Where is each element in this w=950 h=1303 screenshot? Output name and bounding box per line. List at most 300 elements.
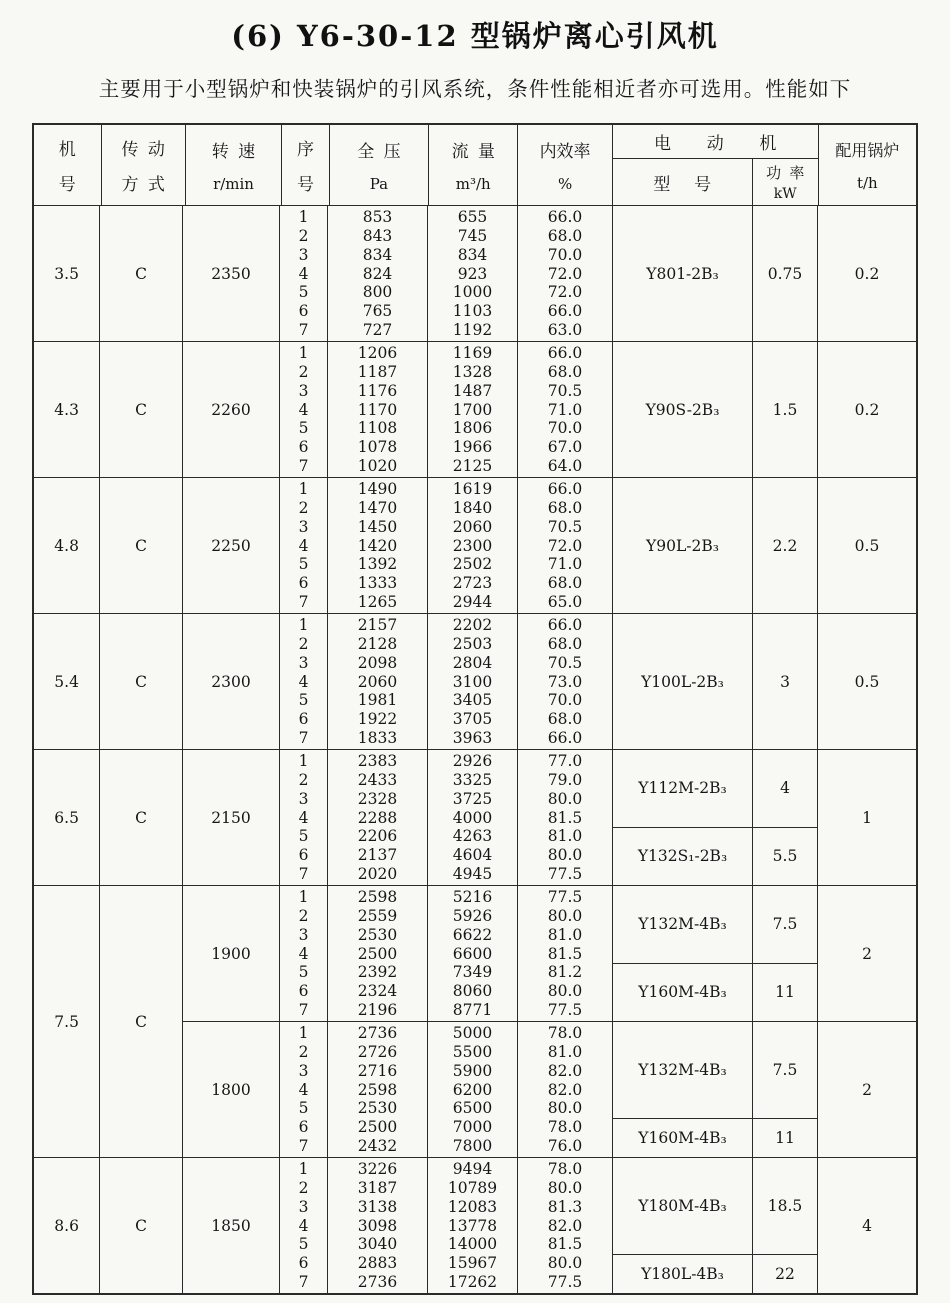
serial-value: 2 xyxy=(298,1179,309,1198)
motor-row xyxy=(613,206,818,341)
pressure-value: 843 xyxy=(362,227,393,246)
table-group xyxy=(34,1157,916,1293)
flow-value: 4945 xyxy=(452,864,493,883)
flow-column xyxy=(428,750,518,885)
boiler-cell: 2 xyxy=(862,944,872,963)
serial-value: 3 xyxy=(298,653,309,672)
efficiency-value: 70.5 xyxy=(547,653,583,672)
pressure-value: 3098 xyxy=(357,1216,398,1235)
motor-row xyxy=(613,750,818,827)
efficiency-value: 79.0 xyxy=(547,771,583,790)
pressure-value: 2500 xyxy=(357,1117,398,1136)
efficiency-value: 67.0 xyxy=(547,437,583,456)
pressure-value: 3040 xyxy=(357,1235,398,1254)
pressure-value: 2060 xyxy=(357,672,398,691)
motor-row xyxy=(613,342,818,477)
pressure-column xyxy=(328,478,428,613)
efficiency-value: 66.0 xyxy=(547,728,583,747)
table-group xyxy=(34,341,916,477)
flow-value: 1000 xyxy=(452,283,493,302)
flow-value: 5000 xyxy=(452,1024,493,1043)
speed-cell: 1800 xyxy=(183,1022,280,1157)
motor-row xyxy=(613,827,818,885)
pressure-value: 1490 xyxy=(357,480,398,499)
flow-value: 2804 xyxy=(452,653,493,672)
efficiency-value: 68.0 xyxy=(547,709,583,728)
efficiency-value: 81.0 xyxy=(547,827,583,846)
serial-value: 3 xyxy=(298,517,309,536)
pressure-value: 1420 xyxy=(357,536,398,555)
efficiency-value: 68.0 xyxy=(547,499,583,518)
serial-value: 5 xyxy=(298,963,309,982)
motor-model-cell: Y100L-2B₃ xyxy=(613,614,753,749)
flow-value: 4604 xyxy=(452,845,493,864)
speed-cell: 1850 xyxy=(183,1158,280,1293)
pressure-value: 1170 xyxy=(357,400,398,419)
efficiency-value: 80.0 xyxy=(547,845,583,864)
motor-cells xyxy=(613,1158,818,1293)
flow-value: 3325 xyxy=(452,771,493,790)
serial-value: 2 xyxy=(298,771,309,790)
speed-block xyxy=(183,342,916,477)
serial-value: 3 xyxy=(298,1197,309,1216)
flow-value: 1840 xyxy=(452,499,493,518)
efficiency-value: 81.0 xyxy=(547,1043,583,1062)
pressure-value: 2324 xyxy=(357,981,398,1000)
flow-value: 12083 xyxy=(447,1197,498,1216)
table-body xyxy=(34,206,916,1293)
header-drive-mode xyxy=(102,125,186,205)
motor-model-cell: Y801-2B₃ xyxy=(613,206,753,341)
serial-value: 4 xyxy=(298,400,309,419)
serial-value: 1 xyxy=(298,1160,309,1179)
serial-value: 2 xyxy=(298,1043,309,1062)
header-serial-line2: 号 xyxy=(296,175,314,195)
header-boiler xyxy=(819,125,916,205)
flow-value: 2944 xyxy=(452,592,493,611)
pressure-value: 2559 xyxy=(357,907,398,926)
serial-value: 3 xyxy=(298,1061,309,1080)
flow-column xyxy=(428,886,518,1021)
speed-blocks xyxy=(183,614,916,749)
motor-cells xyxy=(613,206,818,341)
motor-power-cell: 11 xyxy=(753,1119,818,1157)
serial-value: 6 xyxy=(298,437,309,456)
document-page xyxy=(0,14,950,1303)
header-power-line1: 功率 xyxy=(766,164,813,182)
serial-value: 4 xyxy=(298,944,309,963)
header-boiler-line1: 配用锅炉 xyxy=(835,141,900,160)
flow-value: 2723 xyxy=(452,573,493,592)
motor-power-cell: 18.5 xyxy=(753,1158,818,1254)
flow-value: 2202 xyxy=(452,616,493,635)
boiler-cell: 0.2 xyxy=(854,400,880,419)
drive-mode-cell: C xyxy=(100,1158,183,1293)
machine-no-cell: 8.6 xyxy=(34,1158,100,1293)
header-machine-no xyxy=(34,125,102,205)
serial-value: 7 xyxy=(298,864,309,883)
pressure-value: 1392 xyxy=(357,555,398,574)
flow-value: 3963 xyxy=(452,728,493,747)
flow-value: 3405 xyxy=(452,691,493,710)
header-machine-line1: 机 xyxy=(58,140,76,160)
flow-value: 9494 xyxy=(452,1160,493,1179)
efficiency-value: 71.0 xyxy=(547,555,583,574)
motor-power-cell: 3 xyxy=(753,614,818,749)
pressure-value: 2196 xyxy=(357,1000,398,1019)
pressure-value: 800 xyxy=(362,283,393,302)
efficiency-value: 70.5 xyxy=(547,381,583,400)
table-group xyxy=(34,613,916,749)
flow-value: 5500 xyxy=(452,1043,493,1062)
flow-value: 2502 xyxy=(452,555,493,574)
motor-power-cell: 0.75 xyxy=(753,206,818,341)
motor-model-cell: Y112M-2B₃ xyxy=(613,750,753,827)
efficiency-value: 66.0 xyxy=(547,344,583,363)
flow-column xyxy=(428,1158,518,1293)
page-title: (6) Y6-30-12 型锅炉离心引风机 xyxy=(231,19,719,53)
motor-cells xyxy=(613,342,818,477)
boiler-cell: 0.5 xyxy=(854,536,880,555)
motor-model-cell: Y180M-4B₃ xyxy=(613,1158,753,1254)
pressure-value: 2736 xyxy=(357,1272,398,1291)
boiler-cell: 1 xyxy=(862,808,872,827)
efficiency-value: 81.2 xyxy=(547,963,583,982)
header-motor-group xyxy=(613,125,819,205)
pressure-value: 2883 xyxy=(357,1253,398,1272)
pressure-value: 2020 xyxy=(357,864,398,883)
motor-row xyxy=(613,614,818,749)
pressure-value: 2432 xyxy=(357,1136,398,1155)
flow-value: 1487 xyxy=(452,381,493,400)
pressure-value: 2392 xyxy=(357,963,398,982)
speed-block xyxy=(183,1021,916,1157)
pressure-value: 727 xyxy=(362,320,393,339)
efficiency-value: 81.5 xyxy=(547,808,583,827)
serial-column xyxy=(280,750,328,885)
serial-value: 7 xyxy=(298,1272,309,1291)
header-machine-line2: 号 xyxy=(58,175,76,195)
performance-table xyxy=(32,123,918,1295)
flow-value: 7000 xyxy=(452,1117,493,1136)
drive-mode-cell: C xyxy=(100,478,183,613)
serial-value: 6 xyxy=(298,981,309,1000)
speed-blocks xyxy=(183,750,916,885)
serial-value: 5 xyxy=(298,827,309,846)
serial-value: 3 xyxy=(298,789,309,808)
drive-mode-cell: C xyxy=(100,614,183,749)
motor-power-cell: 1.5 xyxy=(753,342,818,477)
efficiency-value: 70.0 xyxy=(547,691,583,710)
page-subtitle: 主要用于小型锅炉和快装锅炉的引风系统，条件性能相近者亦可选用。性能如下 xyxy=(98,77,852,101)
serial-value: 7 xyxy=(298,1136,309,1155)
serial-column xyxy=(280,1022,328,1157)
header-efficiency-unit: % xyxy=(557,174,573,193)
efficiency-value: 66.0 xyxy=(547,480,583,499)
pressure-value: 1108 xyxy=(357,419,398,438)
serial-value: 3 xyxy=(298,245,309,264)
header-motor-model: 型号 xyxy=(613,159,753,205)
boiler-cell: 0.5 xyxy=(854,672,880,691)
efficiency-value: 73.0 xyxy=(547,672,583,691)
efficiency-value: 72.0 xyxy=(547,283,583,302)
efficiency-value: 66.0 xyxy=(547,208,583,227)
motor-row xyxy=(613,478,818,613)
efficiency-column xyxy=(518,478,613,613)
speed-block xyxy=(183,1158,916,1293)
flow-value: 7349 xyxy=(452,963,493,982)
serial-value: 7 xyxy=(298,592,309,611)
flow-value: 6200 xyxy=(452,1080,493,1099)
motor-row xyxy=(613,963,818,1021)
pressure-value: 1333 xyxy=(357,573,398,592)
efficiency-value: 77.5 xyxy=(547,888,583,907)
flow-value: 745 xyxy=(457,227,488,246)
machine-no-cell: 4.8 xyxy=(34,478,100,613)
pressure-value: 834 xyxy=(362,245,393,264)
pressure-value: 1176 xyxy=(357,381,398,400)
boiler-cell: 4 xyxy=(862,1216,872,1235)
flow-value: 13778 xyxy=(447,1216,498,1235)
flow-value: 5216 xyxy=(452,888,493,907)
header-flow-rate xyxy=(429,125,518,205)
motor-cells xyxy=(613,478,818,613)
pressure-value: 2433 xyxy=(357,771,398,790)
flow-value: 8771 xyxy=(452,1000,493,1019)
efficiency-column xyxy=(518,750,613,885)
pressure-value: 2383 xyxy=(357,752,398,771)
pressure-value: 3138 xyxy=(357,1197,398,1216)
serial-column xyxy=(280,1158,328,1293)
pressure-value: 2157 xyxy=(357,616,398,635)
serial-value: 1 xyxy=(298,480,309,499)
serial-value: 4 xyxy=(298,536,309,555)
header-motor-sub xyxy=(613,159,818,205)
speed-cell: 2250 xyxy=(183,478,280,613)
pressure-column xyxy=(328,342,428,477)
efficiency-value: 81.5 xyxy=(547,944,583,963)
efficiency-value: 70.0 xyxy=(547,245,583,264)
serial-value: 2 xyxy=(298,907,309,926)
drive-mode-cell: C xyxy=(100,886,183,1157)
serial-value: 5 xyxy=(298,283,309,302)
motor-model-cell: Y132S₁-2B₃ xyxy=(613,828,753,885)
pressure-column xyxy=(328,206,428,341)
flow-column xyxy=(428,614,518,749)
pressure-value: 3226 xyxy=(357,1160,398,1179)
speed-blocks xyxy=(183,886,916,1157)
flow-value: 1700 xyxy=(452,400,493,419)
flow-value: 655 xyxy=(457,208,488,227)
motor-power-cell: 4 xyxy=(753,750,818,827)
flow-column xyxy=(428,1022,518,1157)
serial-column xyxy=(280,478,328,613)
serial-value: 2 xyxy=(298,227,309,246)
speed-cell: 2300 xyxy=(183,614,280,749)
machine-no-cell: 3.5 xyxy=(34,206,100,341)
efficiency-value: 70.5 xyxy=(547,517,583,536)
efficiency-column xyxy=(518,614,613,749)
header-motor-title: 电动机 xyxy=(613,125,818,159)
pressure-value: 1922 xyxy=(357,709,398,728)
serial-value: 3 xyxy=(298,381,309,400)
pressure-value: 765 xyxy=(362,301,393,320)
motor-model-cell: Y90S-2B₃ xyxy=(613,342,753,477)
efficiency-column xyxy=(518,1022,613,1157)
flow-value: 2503 xyxy=(452,635,493,654)
efficiency-value: 80.0 xyxy=(547,789,583,808)
serial-value: 6 xyxy=(298,709,309,728)
flow-value: 2300 xyxy=(452,536,493,555)
pressure-value: 1078 xyxy=(357,437,398,456)
efficiency-value: 65.0 xyxy=(547,592,583,611)
pressure-value: 2598 xyxy=(357,888,398,907)
table-group xyxy=(34,206,916,341)
motor-cells xyxy=(613,750,818,885)
flow-value: 2125 xyxy=(452,456,493,475)
header-total-pressure xyxy=(330,125,429,205)
machine-no-cell: 7.5 xyxy=(34,886,100,1157)
serial-value: 2 xyxy=(298,363,309,382)
header-speed-unit: r/min xyxy=(213,174,254,193)
flow-column xyxy=(428,342,518,477)
serial-value: 6 xyxy=(298,845,309,864)
boiler-cell: 0.2 xyxy=(854,264,880,283)
speed-cell: 2260 xyxy=(183,342,280,477)
pressure-column xyxy=(328,614,428,749)
flow-value: 8060 xyxy=(452,981,493,1000)
header-speed-line1: 转速 xyxy=(211,142,265,163)
pressure-value: 824 xyxy=(362,264,393,283)
flow-value: 1328 xyxy=(452,363,493,382)
motor-cells xyxy=(613,1022,818,1157)
motor-power-cell: 22 xyxy=(753,1255,818,1293)
serial-value: 6 xyxy=(298,1117,309,1136)
pressure-value: 1833 xyxy=(357,728,398,747)
speed-cell: 1900 xyxy=(183,886,280,1021)
serial-value: 3 xyxy=(298,925,309,944)
efficiency-value: 70.0 xyxy=(547,419,583,438)
serial-value: 1 xyxy=(298,344,309,363)
speed-cell: 2150 xyxy=(183,750,280,885)
efficiency-value: 81.5 xyxy=(547,1235,583,1254)
flow-column xyxy=(428,206,518,341)
pressure-value: 2598 xyxy=(357,1080,398,1099)
flow-value: 6622 xyxy=(452,925,493,944)
flow-value: 6500 xyxy=(452,1099,493,1118)
motor-row xyxy=(613,1158,818,1254)
efficiency-value: 66.0 xyxy=(547,616,583,635)
drive-mode-cell: C xyxy=(100,206,183,341)
serial-column xyxy=(280,886,328,1021)
pressure-column xyxy=(328,750,428,885)
speed-block xyxy=(183,750,916,885)
header-flow-line1: 流量 xyxy=(451,142,505,163)
pressure-value: 2726 xyxy=(357,1043,398,1062)
flow-value: 923 xyxy=(457,264,488,283)
flow-value: 1966 xyxy=(452,437,493,456)
flow-value: 1806 xyxy=(452,419,493,438)
flow-value: 2060 xyxy=(452,517,493,536)
efficiency-value: 81.3 xyxy=(547,1197,583,1216)
boiler-cell: 2 xyxy=(862,1080,872,1099)
serial-value: 1 xyxy=(298,616,309,635)
serial-value: 7 xyxy=(298,456,309,475)
serial-value: 7 xyxy=(298,320,309,339)
flow-column xyxy=(428,478,518,613)
header-serial-no xyxy=(282,125,330,205)
serial-value: 1 xyxy=(298,1024,309,1043)
efficiency-value: 80.0 xyxy=(547,1099,583,1118)
drive-mode-cell: C xyxy=(100,750,183,885)
machine-no-cell: 4.3 xyxy=(34,342,100,477)
header-pressure-line1: 全压 xyxy=(357,142,410,163)
pressure-value: 2500 xyxy=(357,944,398,963)
efficiency-value: 82.0 xyxy=(547,1216,583,1235)
efficiency-value: 78.0 xyxy=(547,1160,583,1179)
efficiency-value: 80.0 xyxy=(547,907,583,926)
speed-blocks xyxy=(183,342,916,477)
efficiency-value: 72.0 xyxy=(547,536,583,555)
table-header xyxy=(34,125,916,206)
motor-row xyxy=(613,1254,818,1293)
motor-model-cell: Y90L-2B₃ xyxy=(613,478,753,613)
serial-value: 5 xyxy=(298,419,309,438)
flow-value: 1103 xyxy=(452,301,493,320)
serial-value: 4 xyxy=(298,672,309,691)
header-power-unit: kW xyxy=(773,186,797,202)
flow-value: 3100 xyxy=(452,672,493,691)
header-efficiency-line1: 内效率 xyxy=(539,142,591,163)
pressure-value: 2530 xyxy=(357,925,398,944)
pressure-value: 1981 xyxy=(357,691,398,710)
flow-value: 14000 xyxy=(447,1235,498,1254)
flow-value: 7800 xyxy=(452,1136,493,1155)
efficiency-value: 82.0 xyxy=(547,1080,583,1099)
pressure-column xyxy=(328,1022,428,1157)
pressure-value: 1450 xyxy=(357,517,398,536)
flow-value: 4263 xyxy=(452,827,493,846)
pressure-value: 2288 xyxy=(357,808,398,827)
pressure-value: 2716 xyxy=(357,1061,398,1080)
efficiency-value: 68.0 xyxy=(547,227,583,246)
header-speed xyxy=(186,125,282,205)
serial-value: 2 xyxy=(298,499,309,518)
motor-model-cell: Y132M-4B₃ xyxy=(613,886,753,963)
pressure-column xyxy=(328,886,428,1021)
pressure-value: 1020 xyxy=(357,456,398,475)
header-boiler-unit: t/h xyxy=(856,174,878,192)
machine-no-cell: 5.4 xyxy=(34,614,100,749)
serial-value: 5 xyxy=(298,1099,309,1118)
efficiency-value: 80.0 xyxy=(547,1179,583,1198)
header-flow-unit: m³/h xyxy=(455,174,491,193)
pressure-value: 1265 xyxy=(357,592,398,611)
pressure-value: 1470 xyxy=(357,499,398,518)
serial-value: 5 xyxy=(298,1235,309,1254)
serial-column xyxy=(280,614,328,749)
pressure-value: 3187 xyxy=(357,1179,398,1198)
motor-row xyxy=(613,1022,818,1118)
serial-value: 4 xyxy=(298,808,309,827)
flow-value: 4000 xyxy=(452,808,493,827)
efficiency-value: 82.0 xyxy=(547,1061,583,1080)
efficiency-value: 64.0 xyxy=(547,456,583,475)
efficiency-value: 72.0 xyxy=(547,264,583,283)
pressure-value: 2098 xyxy=(357,653,398,672)
efficiency-value: 71.0 xyxy=(547,400,583,419)
flow-value: 10789 xyxy=(447,1179,498,1198)
